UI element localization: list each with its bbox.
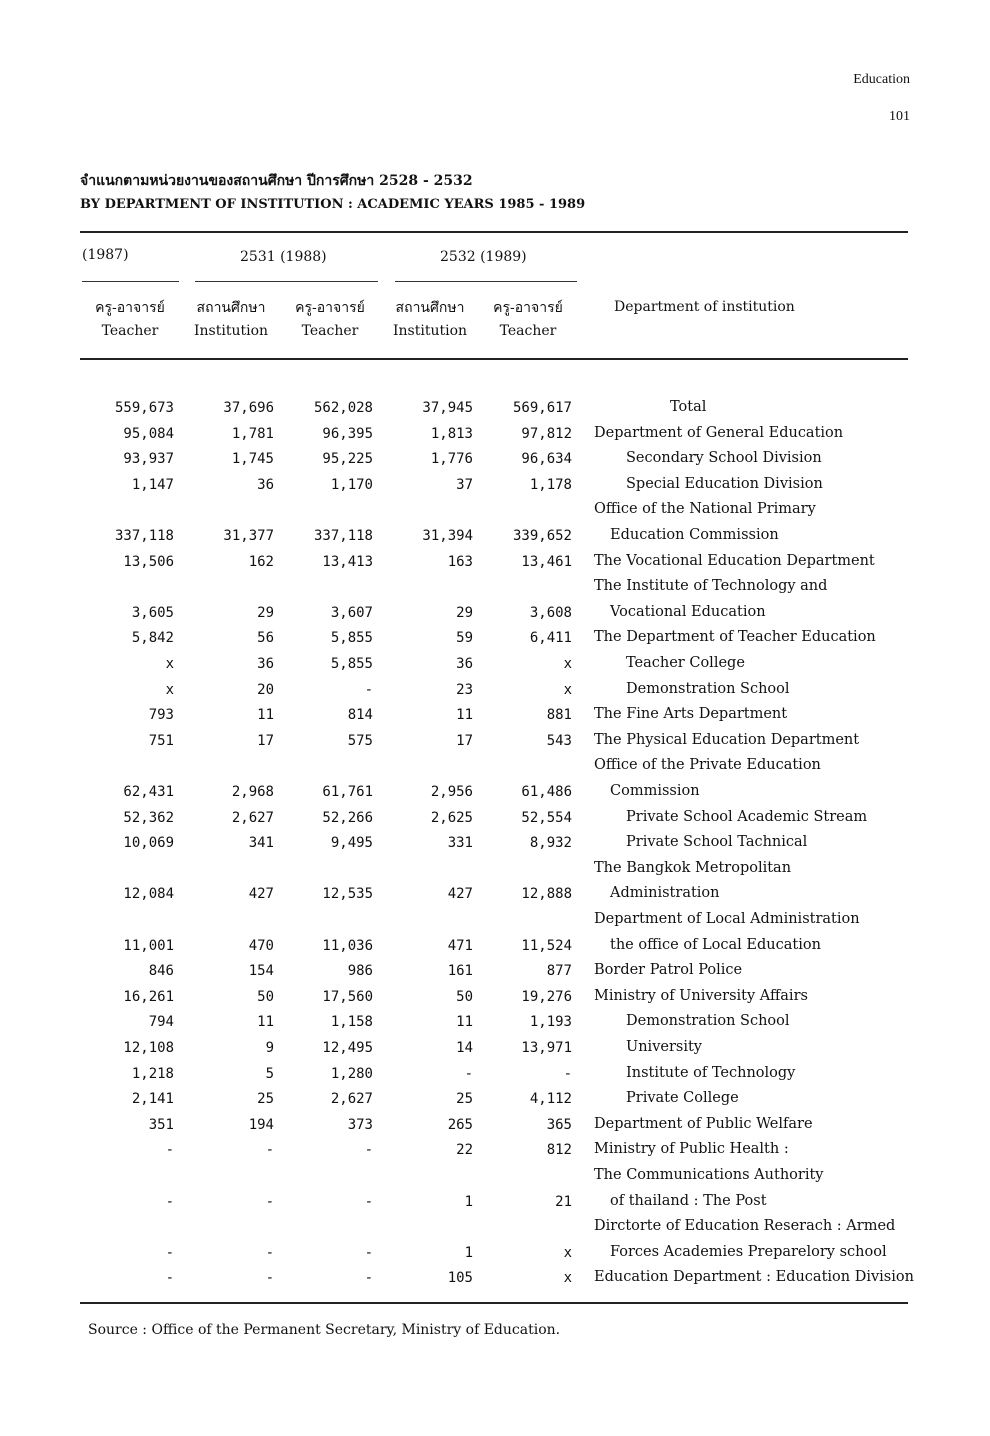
row-label: The Bangkok Metropolitan (594, 860, 792, 876)
table-cell-col4: 11 (456, 1014, 473, 1030)
row-label: Forces Academies Preparelory school (610, 1244, 887, 1260)
table-cell-col4: 471 (447, 938, 473, 954)
row-label: Dirctorte of Education Reserach : Armed (594, 1218, 896, 1234)
row-label: Demonstration School (626, 681, 790, 697)
table-cell-col1: 10,069 (123, 835, 174, 851)
table-cell-col2: 9 (265, 1040, 274, 1056)
row-label: of thailand : The Post (610, 1193, 767, 1209)
table-cell-col4: 1,813 (430, 426, 473, 442)
table-cell-col1: 559,673 (114, 400, 174, 416)
table-cell-col3: 373 (347, 1117, 373, 1133)
row-label: Education Commission (610, 527, 779, 543)
table-cell-col2: 11 (257, 707, 274, 723)
table-cell-col5: 812 (546, 1142, 572, 1158)
table-cell-col3: - (364, 1142, 373, 1158)
table-cell-col1: 1,147 (131, 477, 174, 493)
table-cell-col5: x (563, 1245, 572, 1261)
row-label: Border Patrol Police (594, 962, 743, 978)
header-bottom-rule (80, 358, 908, 360)
row-label: Education Department : Education Division (594, 1269, 914, 1285)
table-cell-col3: 13,413 (322, 554, 373, 570)
table-cell-col2: 37,696 (223, 400, 274, 416)
header-col5-english: Teacher (499, 323, 557, 339)
table-cell-col1: 2,141 (131, 1091, 174, 1107)
table-cell-col5: 13,971 (521, 1040, 572, 1056)
table-cell-col5: 4,112 (529, 1091, 572, 1107)
table-cell-col2: - (265, 1270, 274, 1286)
table-cell-col5: x (563, 682, 572, 698)
table-cell-col5: 543 (546, 733, 572, 749)
table-cell-col5: 61,486 (521, 784, 572, 800)
running-head: Education (853, 72, 910, 87)
table-cell-col1: - (165, 1194, 174, 1210)
table-cell-col3: 986 (347, 963, 373, 979)
table-cell-col4: 23 (456, 682, 473, 698)
table-cell-col3: 11,036 (322, 938, 373, 954)
header-col4-english: Institution (392, 323, 468, 339)
header-col2-english: Institution (193, 323, 269, 339)
table-cell-col2: 50 (257, 989, 274, 1005)
table-cell-col2: 17 (257, 733, 274, 749)
table-cell-col2: 1,745 (231, 451, 274, 467)
row-label: The Communications Authority (594, 1167, 824, 1183)
table-cell-col1: 13,506 (123, 554, 174, 570)
table-cell-col3: 814 (347, 707, 373, 723)
row-label: the office of Local Education (610, 937, 821, 953)
table-cell-col4: 25 (456, 1091, 473, 1107)
table-cell-col3: 562,028 (313, 400, 373, 416)
table-cell-col2: 2,627 (231, 810, 274, 826)
header-col1-english: Teacher (101, 323, 159, 339)
row-label: Ministry of University Affairs (594, 988, 808, 1004)
source-note: Source : Office of the Permanent Secretary, Ministry of Education. (88, 1322, 561, 1338)
table-cell-col1: - (165, 1245, 174, 1261)
header-underline-1987 (82, 281, 179, 282)
row-label: Total (670, 399, 707, 415)
table-cell-col5: 11,524 (521, 938, 572, 954)
bottom-rule (80, 1302, 908, 1304)
table-cell-col1: 794 (148, 1014, 174, 1030)
table-cell-col2: 20 (257, 682, 274, 698)
row-label: The Institute of Technology and (594, 578, 828, 594)
table-cell-col1: - (165, 1270, 174, 1286)
table-cell-col4: 29 (456, 605, 473, 621)
table-cell-col2: 56 (257, 630, 274, 646)
row-label: The Vocational Education Department (594, 553, 875, 569)
table-cell-col5: 52,554 (521, 810, 572, 826)
table-cell-col2: 341 (248, 835, 274, 851)
table-cell-col3: 52,266 (322, 810, 373, 826)
header-year-2531: 2531 (1988) (240, 249, 327, 265)
header-underline-2531 (195, 281, 378, 282)
row-label: Office of the National Primary (594, 501, 816, 517)
table-cell-col4: 161 (447, 963, 473, 979)
table-cell-col3: - (364, 682, 373, 698)
table-cell-col1: 16,261 (123, 989, 174, 1005)
table-cell-col2: 31,377 (223, 528, 274, 544)
table-cell-col5: 8,932 (529, 835, 572, 851)
table-cell-col3: - (364, 1270, 373, 1286)
table-cell-col4: 31,394 (422, 528, 473, 544)
table-cell-col4: 1 (464, 1245, 473, 1261)
table-cell-col2: 1,781 (231, 426, 274, 442)
row-label: Department of Public Welfare (594, 1116, 813, 1132)
table-cell-col4: - (464, 1066, 473, 1082)
table-cell-col3: 337,118 (313, 528, 373, 544)
table-cell-col2: - (265, 1142, 274, 1158)
table-cell-col3: 5,855 (330, 630, 373, 646)
table-cell-col5: 12,888 (521, 886, 572, 902)
table-cell-col1: x (165, 682, 174, 698)
row-label: Department of Local Administration (594, 911, 860, 927)
row-label: Ministry of Public Health : (594, 1141, 789, 1157)
table-cell-col2: 427 (248, 886, 274, 902)
table-cell-col3: 12,535 (322, 886, 373, 902)
page-number: 101 (889, 109, 910, 124)
header-col3-thai: ครู-อาจารย์ (295, 300, 365, 316)
table-cell-col5: 6,411 (529, 630, 572, 646)
table-cell-col4: 22 (456, 1142, 473, 1158)
table-cell-col4: 11 (456, 707, 473, 723)
row-label: Commission (610, 783, 700, 799)
table-cell-col3: 95,225 (322, 451, 373, 467)
table-cell-col5: - (563, 1066, 572, 1082)
row-label: Special Education Division (626, 476, 823, 492)
table-cell-col4: 427 (447, 886, 473, 902)
table-cell-col3: 575 (347, 733, 373, 749)
table-cell-col5: x (563, 656, 572, 672)
table-cell-col1: x (165, 656, 174, 672)
table-cell-col5: 97,812 (521, 426, 572, 442)
table-cell-col3: 1,280 (330, 1066, 373, 1082)
table-cell-col2: - (265, 1194, 274, 1210)
table-cell-col1: 751 (148, 733, 174, 749)
row-label: Administration (610, 885, 720, 901)
table-cell-col3: 96,395 (322, 426, 373, 442)
table-cell-col1: 12,108 (123, 1040, 174, 1056)
table-cell-col4: 50 (456, 989, 473, 1005)
table-cell-col1: 52,362 (123, 810, 174, 826)
table-cell-col4: 59 (456, 630, 473, 646)
table-cell-col1: 846 (148, 963, 174, 979)
header-col2-thai: สถานศึกษา (196, 300, 266, 316)
row-label: Vocational Education (610, 604, 766, 620)
table-cell-col1: 351 (148, 1117, 174, 1133)
table-cell-col3: - (364, 1245, 373, 1261)
row-label: Demonstration School (626, 1013, 790, 1029)
table-cell-col2: 25 (257, 1091, 274, 1107)
table-cell-col4: 37,945 (422, 400, 473, 416)
header-department: Department of institution (614, 299, 795, 315)
table-cell-col1: 1,218 (131, 1066, 174, 1082)
table-cell-col4: 163 (447, 554, 473, 570)
table-cell-col2: 162 (248, 554, 274, 570)
table-cell-col1: 793 (148, 707, 174, 723)
header-year-1987: (1987) (82, 247, 129, 263)
table-cell-col1: 11,001 (123, 938, 174, 954)
table-cell-col3: 5,855 (330, 656, 373, 672)
table-cell-col5: 1,178 (529, 477, 572, 493)
table-cell-col2: 11 (257, 1014, 274, 1030)
table-cell-col5: 3,608 (529, 605, 572, 621)
table-cell-col3: 61,761 (322, 784, 373, 800)
header-col4-thai: สถานศึกษา (395, 300, 465, 316)
table-cell-col4: 36 (456, 656, 473, 672)
table-cell-col5: 881 (546, 707, 572, 723)
row-label: The Department of Teacher Education (594, 629, 876, 645)
table-cell-col4: 17 (456, 733, 473, 749)
header-underline-2532 (395, 281, 577, 282)
table-cell-col1: 93,937 (123, 451, 174, 467)
header-col1-thai: ครู-อาจารย์ (95, 300, 165, 316)
row-label: Private College (626, 1090, 739, 1106)
table-cell-col5: 21 (555, 1194, 572, 1210)
row-label: Private School Academic Stream (626, 809, 868, 825)
table-cell-col3: 1,158 (330, 1014, 373, 1030)
table-cell-col5: 19,276 (521, 989, 572, 1005)
table-cell-col5: x (563, 1270, 572, 1286)
table-cell-col2: 36 (257, 656, 274, 672)
table-cell-col1: 337,118 (114, 528, 174, 544)
table-cell-col5: 96,634 (521, 451, 572, 467)
header-col5-thai: ครู-อาจารย์ (493, 300, 563, 316)
table-cell-col5: 339,652 (512, 528, 572, 544)
table-cell-col4: 1 (464, 1194, 473, 1210)
table-cell-col2: 154 (248, 963, 274, 979)
table-cell-col2: 194 (248, 1117, 274, 1133)
table-cell-col4: 2,625 (430, 810, 473, 826)
row-label: University (626, 1039, 702, 1055)
table-cell-col5: 569,617 (512, 400, 572, 416)
row-label: Secondary School Division (626, 450, 822, 466)
table-cell-col4: 14 (456, 1040, 473, 1056)
table-cell-col2: 470 (248, 938, 274, 954)
table-cell-col5: 13,461 (521, 554, 572, 570)
row-label: Private School Tachnical (626, 834, 808, 850)
table-cell-col5: 1,193 (529, 1014, 572, 1030)
row-label: Department of General Education (594, 425, 844, 441)
table-cell-col5: 877 (546, 963, 572, 979)
table-cell-col1: 12,084 (123, 886, 174, 902)
header-col3-english: Teacher (301, 323, 359, 339)
table-cell-col2: 29 (257, 605, 274, 621)
table-cell-col2: 2,968 (231, 784, 274, 800)
table-cell-col1: 3,605 (131, 605, 174, 621)
table-cell-col2: 36 (257, 477, 274, 493)
table-cell-col4: 37 (456, 477, 473, 493)
table-cell-col2: 5 (265, 1066, 274, 1082)
table-cell-col3: - (364, 1194, 373, 1210)
table-title-thai: จำแนกตามหน่วยงานของสถานศึกษา ปีการศึกษา 2528 - 2532 (80, 173, 473, 189)
table-cell-col1: - (165, 1142, 174, 1158)
table-cell-col4: 1,776 (430, 451, 473, 467)
row-label: Teacher College (626, 655, 745, 671)
row-label: The Physical Education Department (594, 732, 860, 748)
header-year-2532: 2532 (1989) (440, 249, 527, 265)
table-cell-col3: 2,627 (330, 1091, 373, 1107)
table-cell-col4: 331 (447, 835, 473, 851)
table-cell-col3: 9,495 (330, 835, 373, 851)
table-title-english: BY DEPARTMENT OF INSTITUTION : ACADEMIC YEARS 1985 - 1989 (80, 197, 586, 212)
row-label: The Fine Arts Department (594, 706, 788, 722)
table-cell-col2: - (265, 1245, 274, 1261)
top-rule (80, 231, 908, 233)
table-cell-col1: 62,431 (123, 784, 174, 800)
table-cell-col4: 265 (447, 1117, 473, 1133)
table-cell-col1: 5,842 (131, 630, 174, 646)
table-cell-col1: 95,084 (123, 426, 174, 442)
table-cell-col3: 3,607 (330, 605, 373, 621)
table-cell-col5: 365 (546, 1117, 572, 1133)
row-label: Office of the Private Education (594, 757, 821, 773)
table-cell-col3: 17,560 (322, 989, 373, 1005)
table-cell-col3: 12,495 (322, 1040, 373, 1056)
row-label: Institute of Technology (626, 1065, 796, 1081)
table-cell-col4: 2,956 (430, 784, 473, 800)
table-cell-col3: 1,170 (330, 477, 373, 493)
table-cell-col4: 105 (447, 1270, 473, 1286)
